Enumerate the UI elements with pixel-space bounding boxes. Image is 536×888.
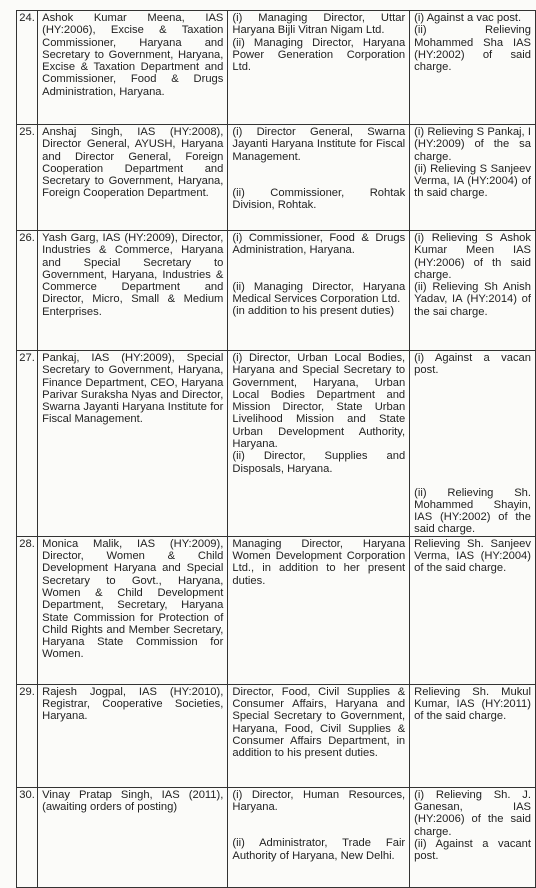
- table-row: [17, 231, 536, 351]
- posting-orders-table: [16, 10, 536, 888]
- charge-item: Relieving Sh. Sanjeev Verma, IAS (HY:2004) of the said charge.: [414, 537, 531, 575]
- posting-item: Director, Food, Civil Supplies & Consumer Affairs, Haryana and Special Secretary to Government, Haryana, Food, Civil Supplies & Consumer Affairs Department, in addition to his present duties.: [232, 685, 406, 760]
- charge-item: (i) Against a vac post.: [414, 12, 522, 24]
- charge-item: (i) Relieving S Pankaj, I (HY:2009) of the sa charge.: [414, 126, 531, 163]
- charge-details: [410, 11, 536, 125]
- posting-item: (ii) Managing Director, Haryana Power Generation Corporation Ltd.: [232, 36, 406, 74]
- charge-item: (ii) Relieving Mohammed Sha IAS (HY:2002) of said charge.: [414, 24, 531, 74]
- officer-details: Rajesh Jogpal, IAS (HY:2010), Registrar, Cooperative Societies, Haryana.: [38, 684, 228, 787]
- charge-item: (ii) Relieving S Sanjeev Verma, IA (HY:2004) of th said charge.: [414, 162, 531, 200]
- charge-details: [410, 125, 536, 231]
- serial-number: 24.: [17, 11, 38, 125]
- charge-item: Relieving Sh. Mukul Kumar, IAS (HY:2011) of the said charge.: [414, 685, 531, 723]
- serial-number: 30.: [17, 787, 38, 887]
- table-row: [17, 11, 536, 125]
- new-posting: [228, 787, 410, 887]
- serial-number: 29.: [17, 684, 38, 787]
- charge-details: [410, 536, 536, 684]
- posting-item: (i) Commissioner, Food & Drugs Administration, Haryana.: [232, 232, 406, 257]
- officer-details: Anshaj Singh, IAS (HY:2008), Director General, AYUSH, Haryana and Director General, Foreign Cooperation Department and Secretary to Government, Haryana, Foreign Cooperation Department.: [38, 125, 228, 231]
- charge-details: [410, 351, 536, 537]
- new-posting: [228, 11, 410, 125]
- posting-item: (i) Director, Human Resources, Haryana.: [232, 788, 406, 814]
- posting-item: Managing Director, Haryana Women Development Corporation Ltd., in addition to her present duties.: [232, 537, 406, 587]
- charge-item: (i) Relieving S Ashok Kumar Meen IAS (HY:2006) of th said charge.: [414, 232, 531, 281]
- officer-details: Monica Malik, IAS (HY:2009), Director, Women & Child Development Haryana and Special Secretary to Govt., Haryana, Women & Child Development Department, Secretary, Haryana State Commission for Protection of Child Rights and Member Secretary, Haryana State Commission for Women.: [38, 536, 228, 684]
- new-posting: [228, 351, 410, 537]
- posting-item: (ii) Commissioner, Rohtak Division, Rohtak.: [232, 186, 406, 212]
- officer-details: Pankaj, IAS (HY:2009), Special Secretary to Government, Haryana, Finance Department, CEO, Haryana Parivar Suraksha Nyas and Director, Swarna Jayanti Haryana Institute for Fiscal Management.: [38, 351, 228, 537]
- new-posting: [228, 231, 410, 351]
- charge-details: [410, 787, 536, 887]
- officer-details: Vinay Pratap Singh, IAS (2011), (awaiting orders of posting): [38, 787, 228, 887]
- posting-item: (i) Director General, Swarna Jayanti Haryana Institute for Fiscal Management.: [232, 126, 406, 163]
- posting-item: (ii) Administrator, Trade Fair Authority of Haryana, New Delhi.: [232, 837, 406, 862]
- posting-item: (ii) Director, Supplies and Disposals, Haryana.: [232, 450, 406, 475]
- charge-details: [410, 231, 536, 351]
- charge-item: (ii) Relieving Sh. Mohammed Shayin, IAS (HY:2002) of the said charge.: [414, 486, 531, 536]
- serial-number: 28.: [17, 536, 38, 684]
- officer-details: Ashok Kumar Meena, IAS (HY:2006), Excise & Taxation Commissioner, Haryana and Secretary to Government, Haryana, Excise & Taxation Department and Commissioner, Food & Drugs Administration, Haryana.: [38, 11, 228, 125]
- charge-details: [410, 684, 536, 787]
- posting-item: (ii) Managing Director, Haryana Medical Services Corporation Ltd. (in addition to his present duties): [232, 280, 406, 318]
- serial-number: 26.: [17, 231, 38, 351]
- table-row: [17, 787, 536, 887]
- table-row: [17, 536, 536, 684]
- posting-item: (i) Managing Director, Uttar Haryana Bijli Vitran Nigam Ltd.: [232, 12, 406, 37]
- serial-number: 25.: [17, 125, 38, 231]
- table-row: [17, 351, 536, 537]
- charge-item: (i) Against a vacan post.: [414, 352, 531, 377]
- serial-number: 27.: [17, 351, 38, 537]
- new-posting: [228, 684, 410, 787]
- charge-item: (i) Relieving Sh. J. Ganesan, IAS (HY:2006) of the said charge.: [414, 788, 531, 838]
- table-row: [17, 684, 536, 787]
- officer-details: Yash Garg, IAS (HY:2009), Director, Industries & Commerce, Haryana and Special Secretary to Government, Haryana, Industries & Commerce Department and Director, Micro, Small & Medium Enterprises.: [38, 231, 228, 351]
- charge-item: (ii) Against a vacant post.: [414, 837, 531, 863]
- charge-item: (ii) Relieving Sh Anish Yadav, IA (HY:2014) of the sai charge.: [414, 281, 531, 318]
- new-posting: [228, 536, 410, 684]
- new-posting: [228, 125, 410, 231]
- table-row: [17, 125, 536, 231]
- posting-item: (i) Director, Urban Local Bodies, Haryana and Special Secretary to Government, Haryana, Urban Local Bodies Department and Mission Director, State Urban Livelihood Mission and State Urban Development Authority, Haryana.: [232, 352, 406, 451]
